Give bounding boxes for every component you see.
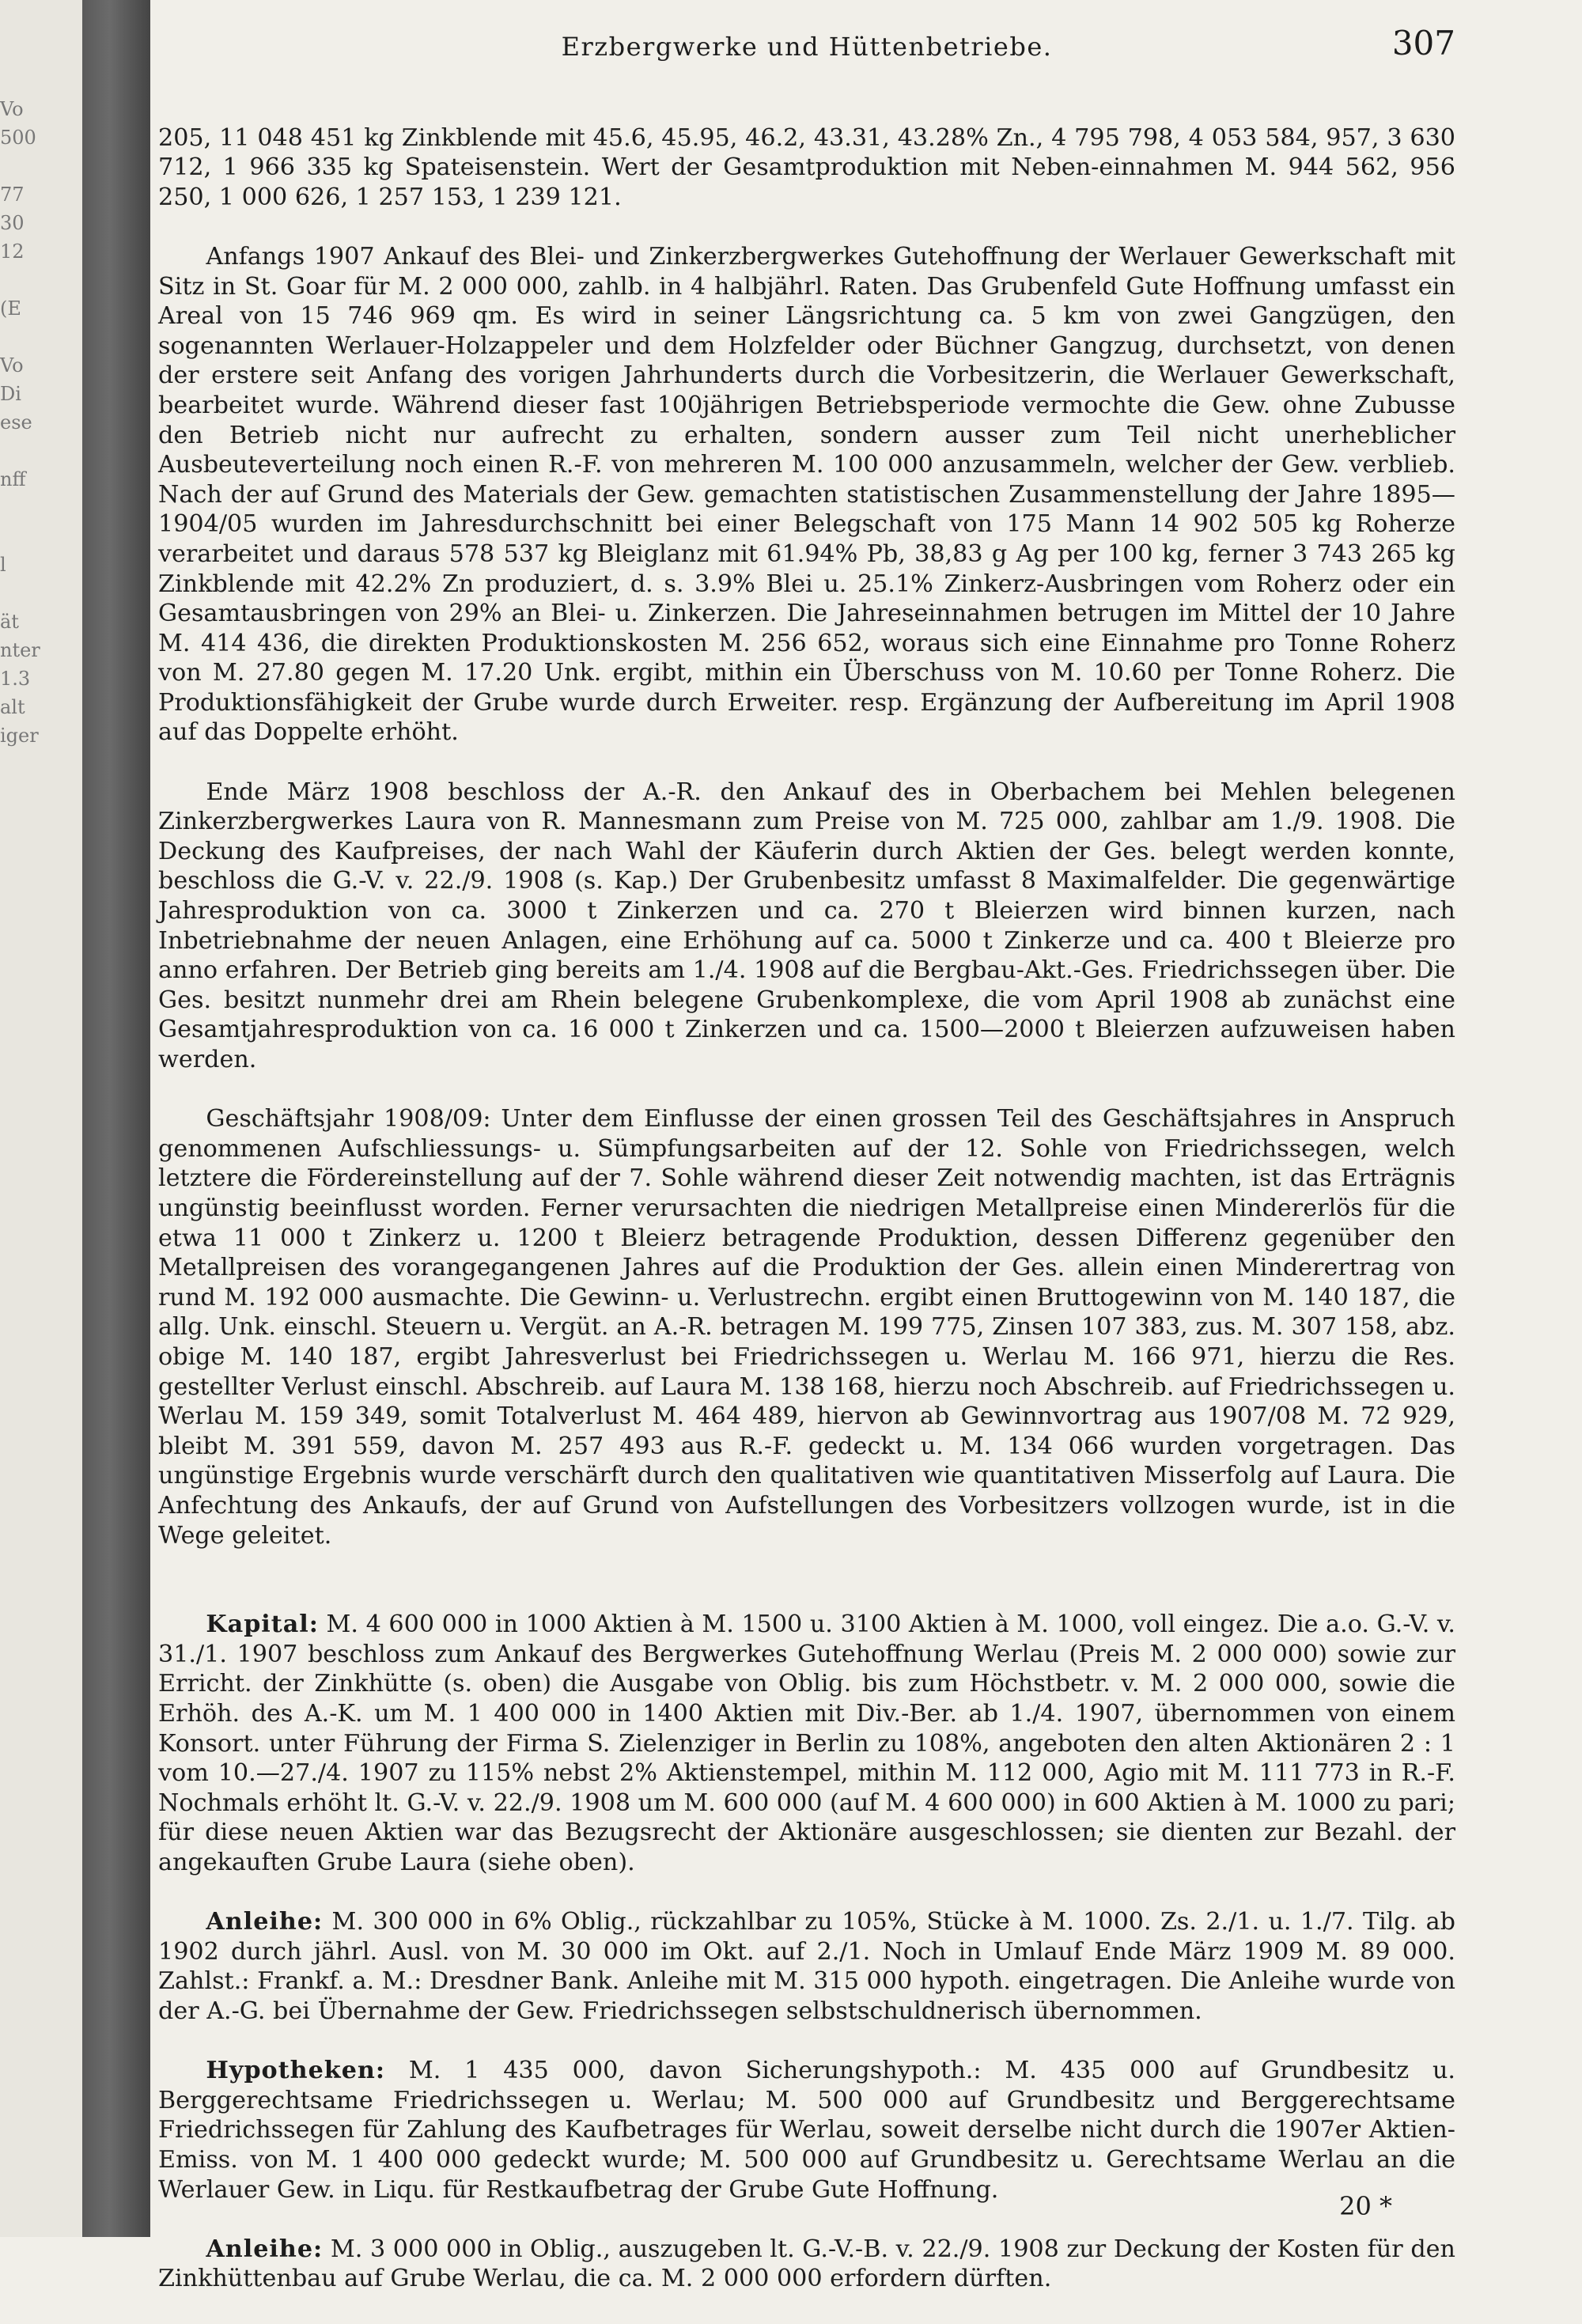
paragraph: Anfangs 1907 Ankauf des Blei- und Zinkerzbergwerkes Gutehoffnung der Werlauer Gewerkschaft mit Sitz in St. Goar für M. 2 000 000, zahlb. in 4 halbjährl. Raten. Das Grubenfeld Gute Hoffnung umfasst ein Areal von 15 746 969 qm. Es wird in seiner Längsrichtung ca. 5 km von zwei Gangzügen, den sogenannten Werlauer-Holzappeler und dem Holzfelder oder Büchner Gangzug, durchsetzt, von denen der erstere seit Anfang des vorigen Jahrhunderts durch die Vorbesitzerin, die Werlauer Gewerkschaft, bearbeitet wurde. Während dieser fast 100jährigen Betriebsperiode vermochte die Gew. ohne Zubusse den Betrieb nicht nur aufrecht zu erhalten, sondern ausser zum Teil nicht unerheblicher Ausbeuteverteilung noch einen R.-F. von mehreren M. 100 000 anzusammeln, welcher der Gew. verblieb. Nach der auf Grund des Materials der Gew. gemachten statistischen Zusammenstellung der Jahre 1895—1904/05 wurden im Jahresdurchschnitt bei einer Belegschaft von 175 Mann 14 902 505 kg Roherze verarbeitet und daraus 578 537 kg Bleiglanz mit 61.94% Pb, 38,83 g Ag per 100 kg, ferner 3 743 265 kg Zinkblende mit 42.2% Zn produziert, d. s. 3.9% Blei u. 25.1% Zinkerz-Ausbringen vom Roherz oder ein Gesamtausbringen von 29% an Blei- u. Zinkerzen. Die Jahreseinnahmen betrugen im Mittel der 10 Jahre M. 414 436, die direkten Produktionskosten M. 256 652, woraus sich eine Einnahme pro Tonne Roherz von M. 27.80 gegen M. 17.20 Unk. ergibt, mithin ein Überschuss von M. 10.60 per Tonne Roherz. Die Produktionsfähigkeit der Grube wurde durch Erweiter. resp. Ergänzung der Aufbereitung im April 1908 auf das Doppelte erhöht. [158,242,1455,747]
book-gutter [82,0,150,2237]
section-anleihe [158,1907,1455,2026]
section-anleihe-2 [158,2235,1455,2294]
page [158,0,1566,2293]
running-title: Erzbergwerke und Hüttenbetriebe. [561,32,1053,62]
adjacent-page-edge [0,0,82,2237]
section-keyword: Anleihe: [206,2235,324,2263]
signature-mark: 20 * [1339,2191,1392,2221]
section-kapital [158,1610,1455,1877]
paragraph: Geschäftsjahr 1908/09: Unter dem Einflusse der einen grossen Teil des Geschäftsjahres in Anspruch genommenen Aufschliessungs- u. Sümpfungsarbeiten auf der 12. Sohle von Friedrichssegen, welch letztere die Fördereinstellung auf der 7. Sohle während dieser Zeit notwendig machten, ist das Erträgnis ungünstig beeinflusst worden. Ferner verursachten die niedrigen Metallpreise einen Mindererlös für die etwa 11 000 t Zinkerz u. 1200 t Bleierz betragende Produktion, dessen Differenz gegenüber den Metallpreisen des vorangegangenen Jahres auf die Produktion der Ges. allein einen Minderertrag von rund M. 192 000 ausmachte. Die Gewinn- u. Verlustrechn. ergibt einen Bruttogewinn von M. 140 187, die allg. Unk. einschl. Steuern u. Vergüt. an A.-R. betragen M. 199 775, Zinsen 107 383, zus. M. 307 158, abz. obige M. 140 187, ergibt Jahresverlust bei Friedrichssegen u. Werlau M. 166 971, hierzu die Res. gestellter Verlust einschl. Abschreib. auf Laura M. 138 168, hierzu noch Abschreib. auf Friedrichssegen u. Werlau M. 159 349, somit Totalverlust M. 464 489, hiervon ab Gewinnvortrag aus 1907/08 M. 72 929, bleibt M. 391 559, davon M. 257 493 aus R.-F. gedeckt u. M. 134 066 wurden vorgetragen. Das ungünstige Ergebnis wurde verschärft durch den qualitativen wie quantitativen Misserfolg auf Laura. Die Anfechtung des Ankaufs, der auf Grund von Aufstellungen des Vorbesitzers vollzogen wurde, ist in die Wege geleitet. [158,1105,1455,1550]
paragraph: Ende März 1908 beschloss der A.-R. den Ankauf des in Oberbachem bei Mehlen belegenen Zinkerzbergwerkes Laura von R. Mannesmann zum Preise von M. 725 000, zahlbar am 1./9. 1908. Die Deckung des Kaufpreises, der nach Wahl der Käuferin durch Aktien der Ges. belegt werden konnte, beschloss die G.-V. v. 22./9. 1908 (s. Kap.) Der Grubenbesitz umfasst 8 Maximalfelder. Die gegenwärtige Jahresproduktion von ca. 3000 t Zinkerzen und ca. 270 t Bleierzen wird binnen kurzen, nach Inbetriebnahme der neuen Anlagen, eine Erhöhung auf ca. 5000 t Zinkerze und ca. 400 t Bleierze pro anno erfahren. Der Betrieb ging bereits am 1./4. 1908 auf die Bergbau-Akt.-Ges. Friedrichssegen über. Die Ges. besitzt nunmehr drei am Rhein belegene Grubenkomplexe, die vom April 1908 ab zunächst eine Gesamtjahresproduktion von ca. 16 000 t Zinkerzen und ca. 1500—2000 t Bleierzen aufzuweisen haben werden. [158,778,1455,1073]
section-text: M. 1 435 000, davon Sicherungshypoth.: M. 435 000 auf Grundbesitz u. Berggerechtsame Friedrichssegen u. Werlau; M. 500 000 auf Grundbesitz und Berggerechtsame Friedrichssegen für Zahlung des Kaufbetrages für Werlau, soweit derselbe nicht durch die 1907er Aktien-Emiss. von M. 1 400 000 gedeckt wurde; M. 500 000 auf Grundbesitz u. Gerechtsame Werlau an die Werlauer Gew. in Liqu. für Restkaufbetrag der Grube Gute Hoffnung. [158,2057,1455,2204]
section-keyword: Anleihe: [206,1908,324,1936]
section-text: M. 4 600 000 in 1000 Aktien à M. 1500 u. 3100 Aktien à M. 1000, voll eingez. Die a.o. G.-V. v. 31./1. 1907 beschloss zum Ankauf des Bergwerkes Gutehoffnung Werlau (Preis M. 2 000 000) sowie zur Erricht. der Zinkhütte (s. oben) die Ausgabe von Oblig. bis zum Höchstbetr. v. M. 2 000 000, sowie die Erhöh. des A.-K. um M. 1 400 000 in 1400 Aktien mit Div.-Ber. ab 1./4. 1907, übernommen von einem Konsort. unter Führung der Firma S. Zielenziger in Berlin zu 108%, angeboten den alten Aktionären 2 : 1 vom 10.—27./4. 1907 zu 115% nebst 2% Aktienstempel, mithin M. 112 000, Agio mit M. 111 773 in R.-F. Nochmals erhöht lt. G.-V. v. 22./9. 1908 um M. 600 000 (auf M. 4 600 000) in 600 Aktien à M. 1000 zu pari; für diese neuen Aktien war das Bezugsrecht der Aktionäre ausgeschlossen; sie dienten zur Bezahl. der angekauften Grube Laura (siehe oben). [158,1611,1455,1877]
page-header [158,24,1455,63]
paragraph: 205, 11 048 451 kg Zinkblende mit 45.6, 45.95, 46.2, 43.31, 43.28% Zn., 4 795 798, 4 053 584, 957, 3 630 712, 1 966 335 kg Spateisenstein. Wert der Gesamtproduktion mit Neben-einnahmen M. 944 562, 956 250, 1 000 626, 1 257 153, 1 239 121. [158,123,1455,211]
section-hypotheken [158,2056,1455,2205]
page-number: 307 [1391,24,1455,62]
adjacent-page-fragments: Vo 500 77 30 12 (E Vo Di ese nff l ät nter 1.3 alt iger [0,98,40,747]
page-body [158,93,1455,2324]
section-text: M. 300 000 in 6% Oblig., rückzahlbar zu 105%, Stücke à M. 1000. Zs. 2./1. u. 1./7. Tilg. ab 1902 durch jährl. Ausl. von M. 30 000 im Okt. auf 2./1. Noch in Umlauf Ende März 1909 M. 89 000. Zahlst.: Frankf. a. M.: Dresdner Bank. Anleihe mit M. 315 000 hypoth. eingetragen. Die Anleihe wurde von der A.-G. bei Übernahme der Gew. Friedrichssegen selbstschuldnerisch übernommen. [158,1908,1455,2025]
section-text: M. 3 000 000 in Oblig., auszugeben lt. G.-V.-B. v. 22./9. 1908 zur Deckung der Kosten für den Zinkhüttenbau auf Grube Werlau, die ca. M. 2 000 000 erfordern dürften. [158,2235,1455,2293]
section-keyword: Kapital: [206,1611,319,1639]
section-keyword: Hypotheken: [206,2057,386,2085]
